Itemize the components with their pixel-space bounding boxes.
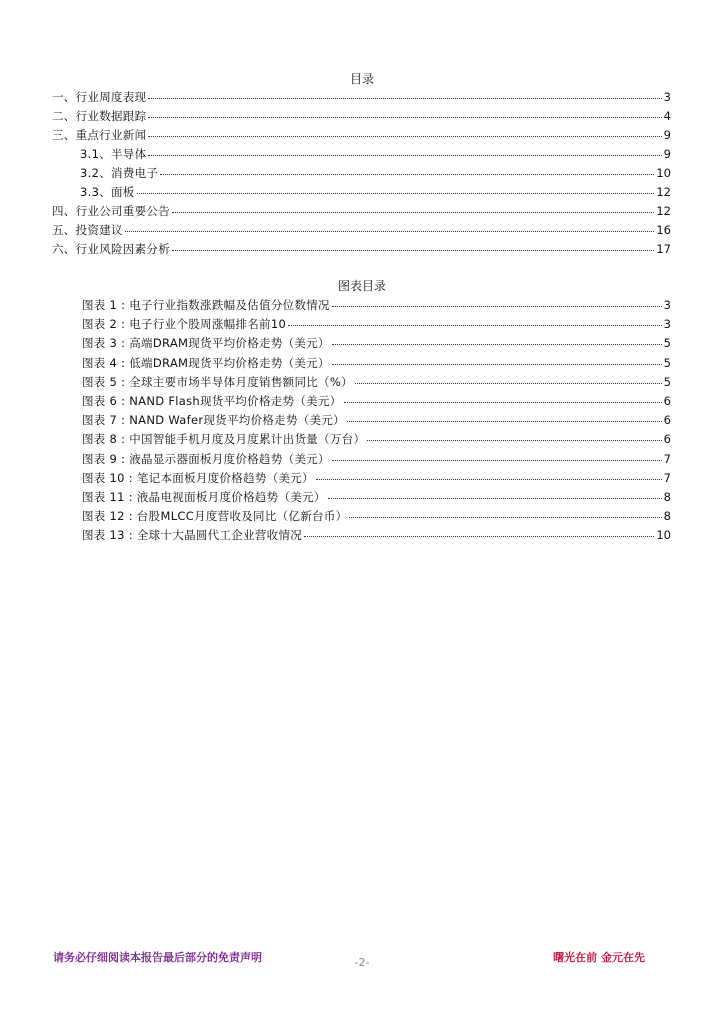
figures-title: 图表目录 <box>337 279 386 293</box>
figure-item-page: 6 <box>663 393 671 408</box>
figure-list <box>0 296 724 545</box>
dot-leader <box>172 209 654 213</box>
figure-item-page: 6 <box>663 432 671 447</box>
figure-item-label: 图表 9 : 液晶显示器面板月度价格趋势（美元） <box>82 451 330 466</box>
figure-item[interactable] <box>0 450 724 469</box>
toc-subitem[interactable] <box>0 145 724 164</box>
figure-item-page: 10 <box>656 528 671 543</box>
toc-item[interactable] <box>0 240 724 259</box>
figure-item[interactable] <box>0 526 724 545</box>
dot-leader <box>137 190 655 194</box>
toc-item[interactable] <box>0 202 724 221</box>
dot-leader <box>332 361 662 365</box>
figure-item[interactable] <box>0 373 724 392</box>
dot-leader <box>160 171 654 175</box>
dot-leader <box>125 228 655 232</box>
toc-item[interactable] <box>0 107 724 126</box>
dot-leader <box>332 457 662 461</box>
figure-item[interactable] <box>0 392 724 411</box>
dot-leader <box>349 514 661 518</box>
dot-leader <box>148 114 661 118</box>
toc-item-page: 12 <box>656 204 671 218</box>
figure-item-page: 5 <box>663 355 671 370</box>
figure-item[interactable] <box>0 507 724 526</box>
dot-leader <box>148 95 661 99</box>
dot-leader <box>332 341 662 345</box>
toc-item-page: 17 <box>656 242 671 256</box>
figure-item-page: 8 <box>663 489 671 504</box>
toc-item-page: 9 <box>663 147 671 161</box>
figure-item-page: 5 <box>663 374 671 389</box>
figure-item-label: 图表 2 : 电子行业个股周涨幅排名前10 <box>82 317 287 332</box>
toc-item-page: 16 <box>656 223 671 237</box>
toc-item-label: 二、行业数据跟踪 <box>52 109 147 123</box>
toc-item-label: 四、行业公司重要公告 <box>52 204 170 218</box>
toc-item[interactable] <box>0 221 724 240</box>
dot-leader <box>344 399 662 403</box>
toc-item-label: 3.1、半导体 <box>80 147 147 161</box>
dot-leader <box>172 247 654 251</box>
footer-slogan: 曙光在前 金元在先 <box>553 951 645 964</box>
toc-title: 目录 <box>349 72 374 86</box>
figure-item-page: 7 <box>663 451 671 466</box>
toc-item-label: 一、行业周度表现 <box>52 90 147 104</box>
figure-item-page: 7 <box>663 470 671 485</box>
toc-item-label: 六、行业风险因素分析 <box>52 242 170 256</box>
figure-item-page: 3 <box>663 317 671 332</box>
dot-leader <box>316 476 662 480</box>
figure-item-label: 图表 10 : 笔记本面板月度价格趋势（美元） <box>82 470 314 485</box>
figure-item[interactable] <box>0 430 724 449</box>
toc-item-page: 3 <box>663 90 671 104</box>
dot-leader <box>367 437 661 441</box>
figure-item-label: 图表 4 : 低端DRAM现货平均价格走势（美元） <box>82 355 330 370</box>
figure-item-page: 8 <box>663 509 671 524</box>
toc-item[interactable] <box>0 126 724 145</box>
figure-item-label: 图表 11 : 液晶电视面板月度价格趋势（美元） <box>82 489 326 504</box>
figure-item-label: 图表 3 : 高端DRAM现货平均价格走势（美元） <box>82 336 330 351</box>
toc-subitem[interactable] <box>0 183 724 202</box>
table-of-contents <box>0 88 724 259</box>
figure-item[interactable] <box>0 488 724 507</box>
figure-item-page: 6 <box>663 413 671 428</box>
toc-subitem[interactable] <box>0 164 724 183</box>
figure-item[interactable] <box>0 315 724 334</box>
figure-item-label: 图表 8 : 中国智能手机月度及月度累计出货量（万台） <box>82 432 366 447</box>
figure-item[interactable] <box>0 469 724 488</box>
figure-item-page: 5 <box>663 336 671 351</box>
toc-item-page: 10 <box>656 166 671 180</box>
figure-item-label: 图表 13 : 全球十大晶圆代工企业营收情况 <box>82 528 303 543</box>
toc-item-page: 9 <box>663 128 671 142</box>
toc-item-page: 12 <box>656 185 671 199</box>
dot-leader <box>148 152 661 156</box>
dot-leader <box>328 495 662 499</box>
figure-item-label: 图表 5 : 全球主要市场半导体月度销售额同比（%） <box>82 374 353 389</box>
figure-item-label: 图表 12 : 台股MLCC月度营收及同比（亿新台币） <box>82 509 348 524</box>
figure-item[interactable] <box>0 334 724 353</box>
toc-item-label: 三、重点行业新闻 <box>52 128 147 142</box>
toc-item[interactable] <box>0 88 724 107</box>
toc-item-label: 五、投资建议 <box>52 223 123 237</box>
figure-item-label: 图表 6 : NAND Flash现货平均价格走势（美元） <box>82 393 342 408</box>
figure-item[interactable] <box>0 411 724 430</box>
dot-leader <box>347 418 662 422</box>
toc-item-label: 3.3、面板 <box>80 185 135 199</box>
figure-item[interactable] <box>0 296 724 315</box>
dot-leader <box>148 133 661 137</box>
figure-item-page: 3 <box>663 298 671 312</box>
figure-item-label: 图表 1 : 电子行业指数涨跌幅及估值分位数情况 <box>82 298 330 312</box>
figure-item-label: 图表 7 : NAND Wafer现货平均价格走势（美元） <box>82 413 345 428</box>
dot-leader <box>304 533 654 537</box>
toc-item-page: 4 <box>663 109 671 123</box>
footer-disclaimer: 请务必仔细阅读本报告最后部分的免责声明 <box>53 951 262 964</box>
figure-item[interactable] <box>0 354 724 373</box>
toc-item-label: 3.2、消费电子 <box>80 166 159 180</box>
dot-leader <box>355 380 662 384</box>
page-number: -2- <box>354 956 370 969</box>
dot-leader <box>288 322 662 326</box>
dot-leader <box>332 303 662 307</box>
